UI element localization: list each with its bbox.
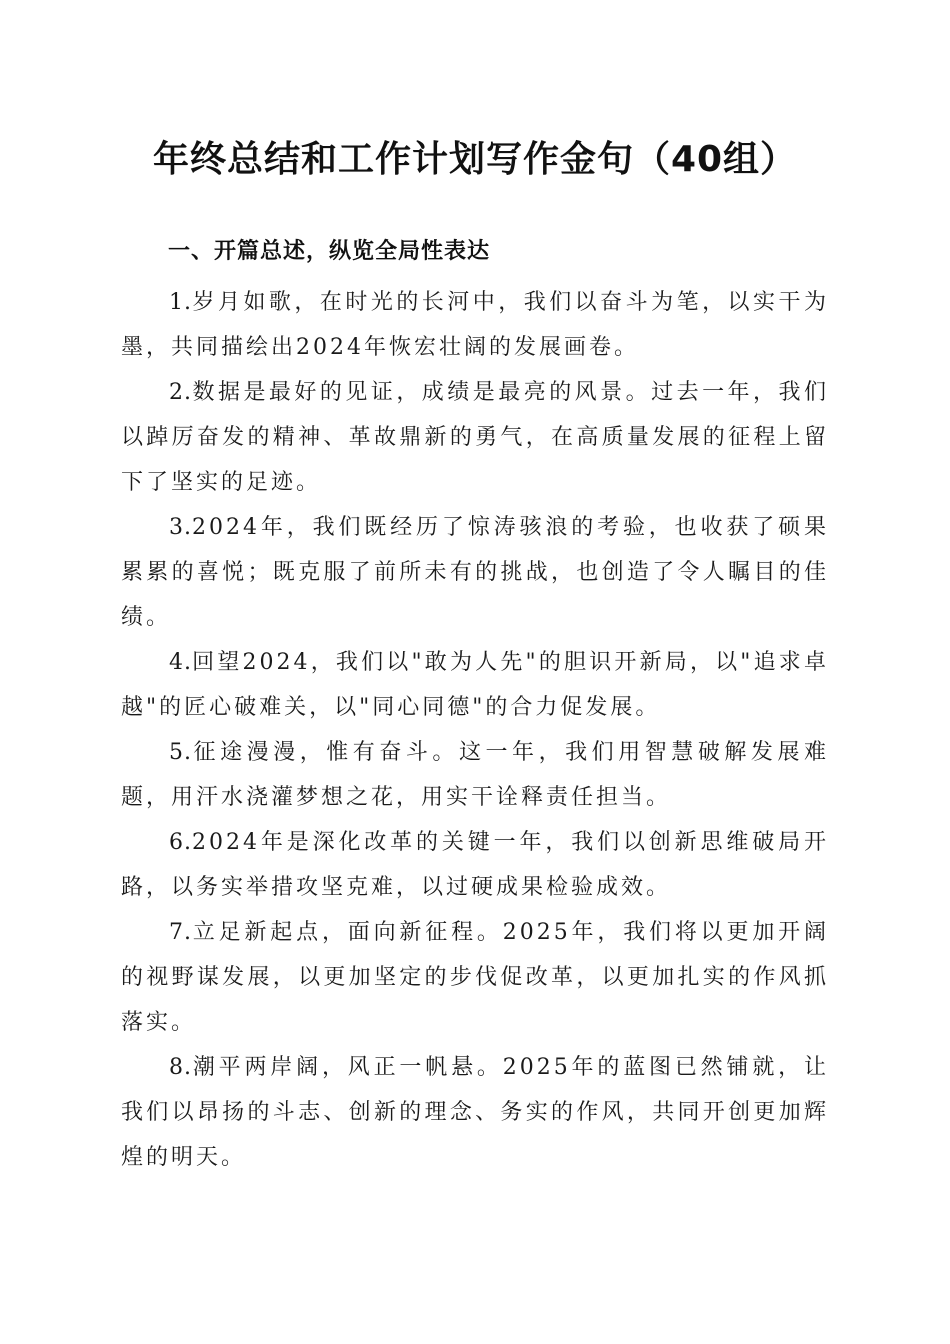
list-item — [121, 820, 829, 910]
item-number: 3. — [169, 515, 192, 540]
item-number: 6. — [169, 830, 192, 855]
item-text: 岁月如歌，在时光的长河中，我们以奋斗为笔，以实干为墨，共同描绘出2024年恢宏壮阔的发展画卷。 — [121, 290, 829, 360]
list-item — [121, 505, 829, 640]
item-number: 2. — [169, 380, 192, 405]
list-item — [121, 280, 829, 370]
list-item — [121, 1045, 829, 1180]
item-number: 4. — [169, 650, 192, 675]
item-text: 数据是最好的见证，成绩是最亮的风景。过去一年，我们以踔厉奋发的精神、革故鼎新的勇气，在高质量发展的征程上留下了坚实的足迹。 — [121, 380, 829, 495]
item-number: 7. — [169, 920, 192, 945]
section-heading: 一、开篇总述，纵览全局性表达 — [168, 239, 491, 264]
list-item — [121, 730, 829, 820]
list-item — [121, 910, 829, 1045]
list-item — [121, 370, 829, 505]
item-text: 2024年是深化改革的关键一年，我们以创新思维破局开路，以务实举措攻坚克难，以过硬成果检验成效。 — [121, 830, 829, 900]
item-text: 回望2024，我们以"敢为人先"的胆识开新局，以"追求卓越"的匠心破难关，以"同心同德"的合力促发展。 — [121, 650, 829, 720]
item-text: 潮平两岸阔，风正一帆悬。2025年的蓝图已然铺就，让我们以昂扬的斗志、创新的理念、务实的作风，共同开创更加辉煌的明天。 — [121, 1055, 829, 1170]
item-text: 征途漫漫，惟有奋斗。这一年，我们用智慧破解发展难题，用汗水浇灌梦想之花，用实干诠释责任担当。 — [121, 740, 829, 810]
item-number: 5. — [169, 740, 192, 765]
item-number: 1. — [169, 290, 192, 315]
item-text: 2024年，我们既经历了惊涛骇浪的考验，也收获了硕果累累的喜悦；既克服了前所未有的挑战，也创造了令人瞩目的佳绩。 — [121, 515, 829, 630]
document-title: 年终总结和工作计划写作金句（40组） — [152, 139, 798, 180]
list-item — [121, 640, 829, 730]
document-body — [121, 280, 829, 1180]
item-number: 8. — [169, 1055, 192, 1080]
item-text: 立足新起点，面向新征程。2025年，我们将以更加开阔的视野谋发展，以更加坚定的步伐促改革，以更加扎实的作风抓落实。 — [121, 920, 829, 1035]
